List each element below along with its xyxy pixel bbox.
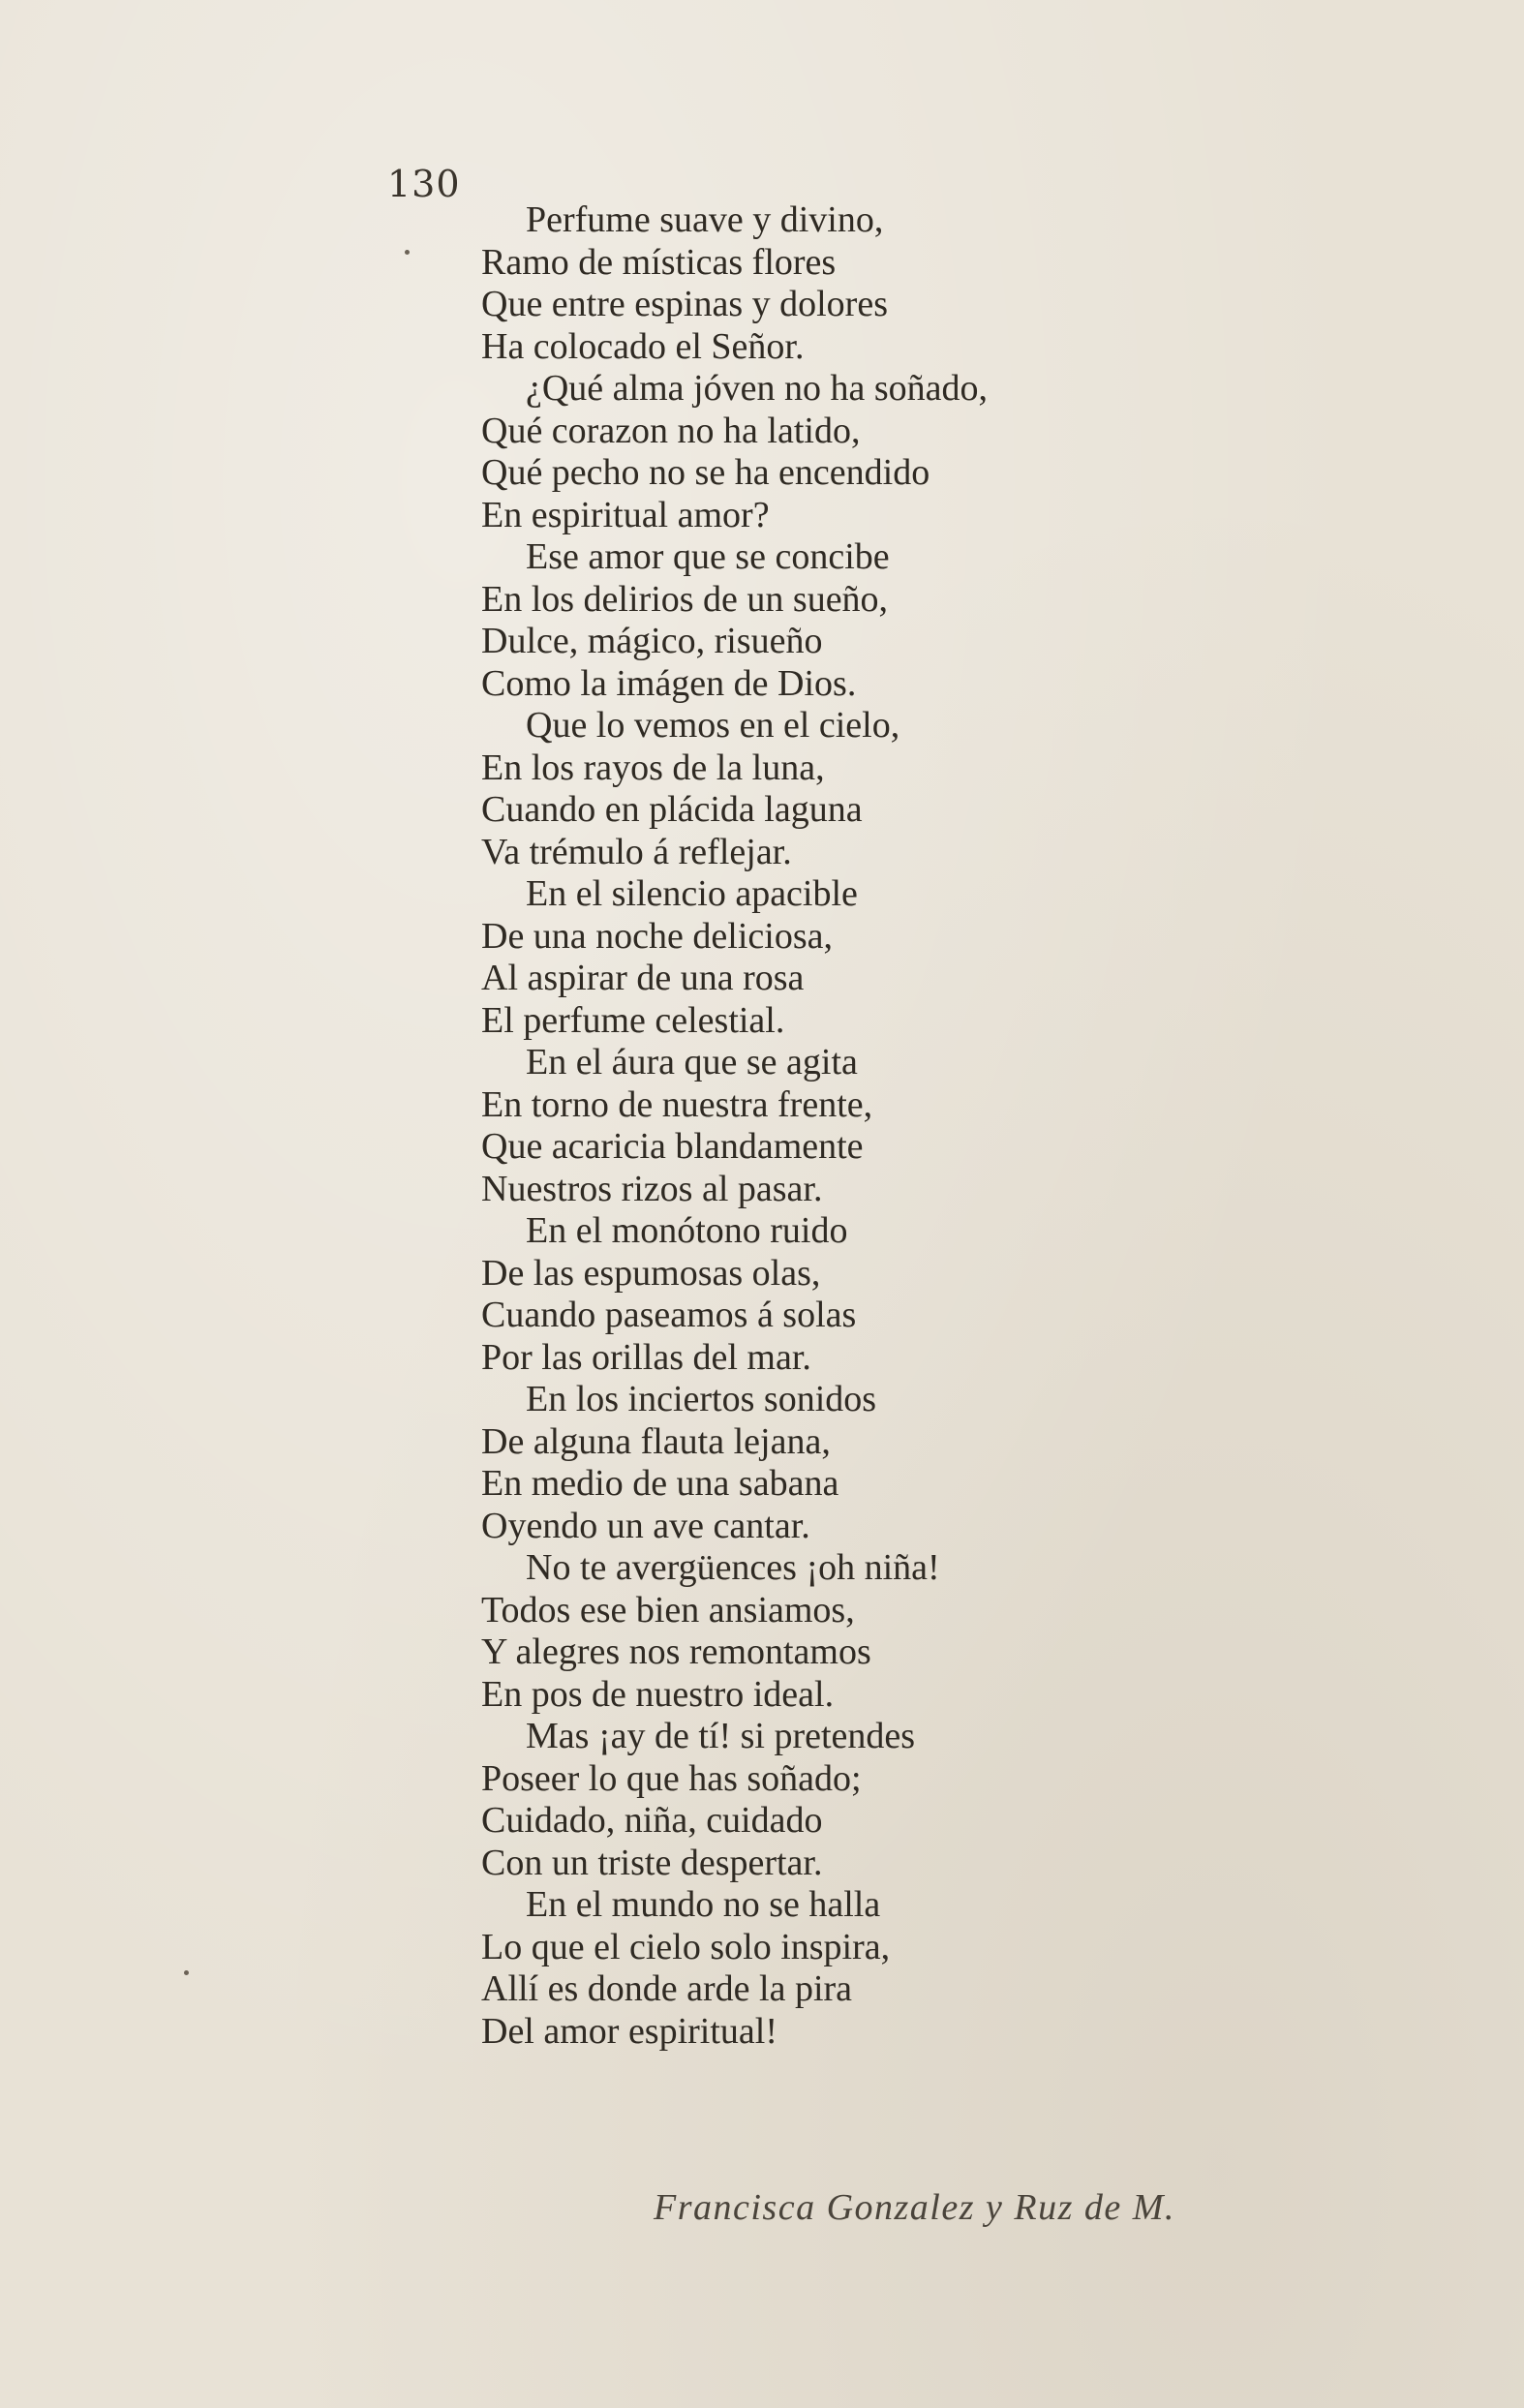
poem-line: En el silencio apacible xyxy=(526,873,858,914)
poem-line: Que entre espinas y dolores xyxy=(481,284,888,324)
poem-line: Nuestros rizos al pasar. xyxy=(481,1168,823,1209)
poem-line: Ese amor que se concibe xyxy=(526,536,890,577)
poem-line: De las espumosas olas, xyxy=(481,1252,821,1294)
poem-line: Cuidado, niña, cuidado xyxy=(481,1800,823,1841)
poem-line: Perfume suave y divino, xyxy=(526,199,884,240)
page-number: 130 xyxy=(387,163,461,205)
poem-line: Va trémulo á reflejar. xyxy=(481,831,792,872)
poem-line: El perfume celestial. xyxy=(481,999,785,1041)
poem-line: Qué corazon no ha latido, xyxy=(481,410,861,451)
poem-line: Cuando en plácida laguna xyxy=(481,789,863,830)
poem-line: En el áura que se agita xyxy=(526,1042,858,1082)
poem-line: Dulce, mágico, risueño xyxy=(481,621,823,661)
poem-line: En el mundo no se halla xyxy=(526,1884,881,1925)
poem-line: En pos de nuestro ideal. xyxy=(481,1673,835,1715)
poem-line: Y alegres nos remontamos xyxy=(481,1631,871,1672)
poem-line: Cuando paseamos á solas xyxy=(481,1295,857,1335)
poem-line: Lo que el cielo solo inspira, xyxy=(481,1926,891,1967)
poem-line: Con un triste despertar. xyxy=(481,1842,823,1883)
poem-line: En torno de nuestra frente, xyxy=(481,1083,873,1125)
poem-line: Poseer lo que has soñado; xyxy=(481,1757,862,1799)
poem-line: Oyendo un ave cantar. xyxy=(481,1505,810,1546)
poem-line: Como la imágen de Dios. xyxy=(481,662,857,704)
poem-line: De alguna flauta lejana, xyxy=(481,1420,831,1462)
poem-body xyxy=(481,199,1449,2053)
poem-line: Por las orillas del mar. xyxy=(481,1336,811,1378)
print-speck xyxy=(184,1970,189,1975)
poem-line: En los rayos de la luna, xyxy=(481,747,825,788)
poem-line: En los delirios de un sueño, xyxy=(481,578,889,620)
poem-line: Allí es donde arde la pira xyxy=(481,1968,853,2009)
poem-line: ¿Qué alma jóven no ha soñado, xyxy=(526,368,988,409)
poem-line: Todos ese bien ansiamos, xyxy=(481,1589,855,1631)
poem-line: Del amor espiritual! xyxy=(481,2010,778,2052)
poem-line: Al aspirar de una rosa xyxy=(481,958,805,998)
poem-line: Qué pecho no se ha encendido xyxy=(481,452,930,493)
poem-line: En el monótono ruido xyxy=(526,1210,848,1251)
author-signature: Francisca Gonzalez y Ruz de M. xyxy=(654,2187,1175,2228)
poem-line: En espiritual amor? xyxy=(481,494,770,535)
poem-line: De una noche deliciosa, xyxy=(481,915,833,957)
poem-line: Mas ¡ay de tí! si pretendes xyxy=(526,1716,916,1756)
poem-line: Que acaricia blandamente xyxy=(481,1126,864,1167)
poem-line: Ramo de místicas flores xyxy=(481,241,837,283)
print-speck xyxy=(405,250,410,255)
poem-line: Que lo vemos en el cielo, xyxy=(526,705,900,746)
poem-line: Ha colocado el Señor. xyxy=(481,325,805,367)
poem-line: En medio de una sabana xyxy=(481,1463,839,1504)
poem-line: En los inciertos sonidos xyxy=(526,1379,877,1419)
poem-line: No te avergüences ¡oh niña! xyxy=(526,1547,940,1588)
